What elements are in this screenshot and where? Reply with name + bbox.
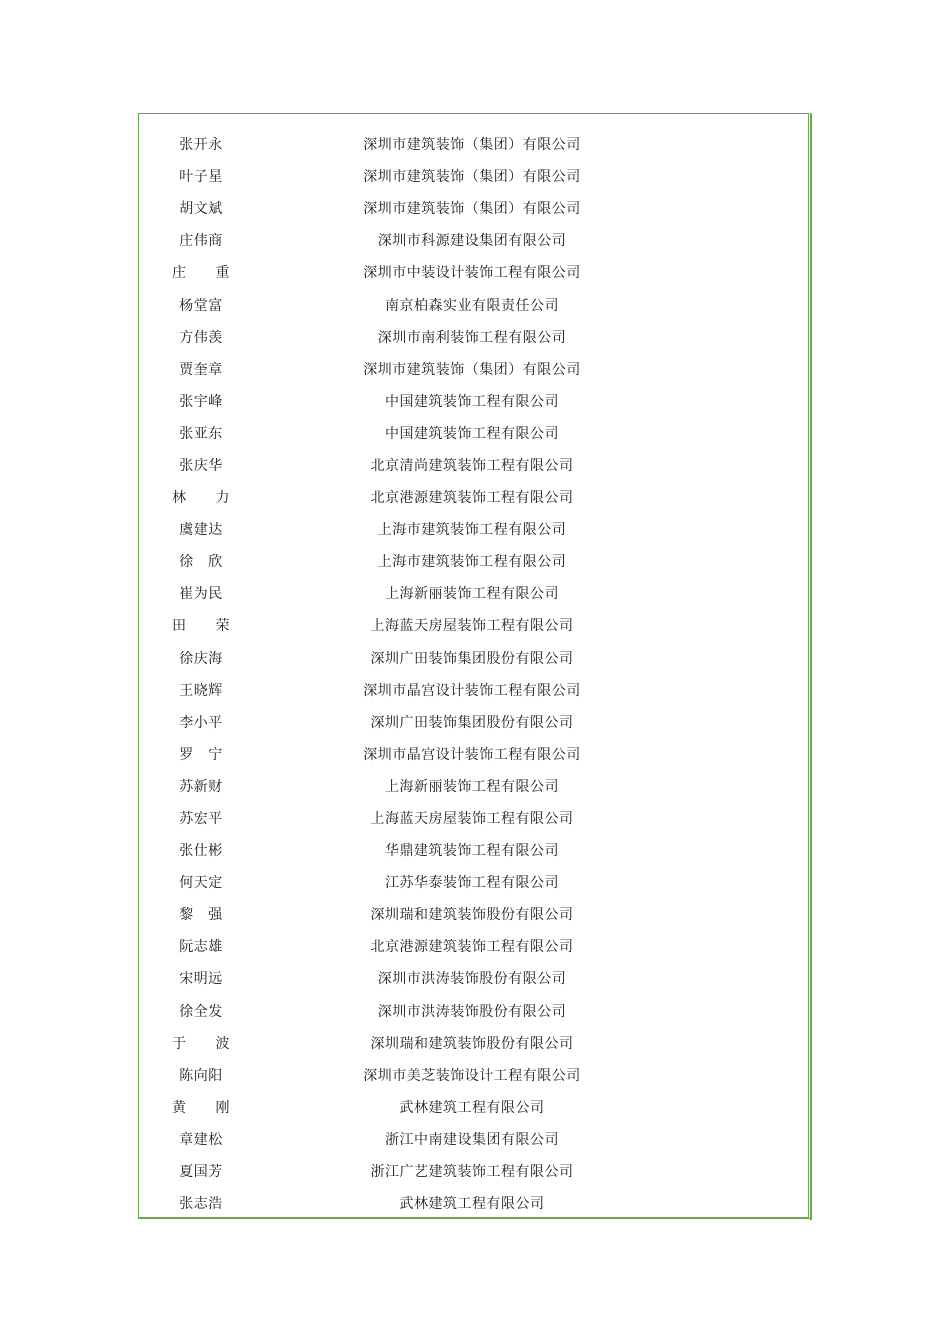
table-row — [140, 995, 808, 1027]
company-name: 深圳市科源建设集团有限公司 — [377, 233, 567, 250]
company-name: 深圳市洪涛装饰股份有限公司 — [377, 971, 567, 988]
table-row — [140, 738, 808, 770]
table-row — [140, 898, 808, 930]
company-name: 华鼎建筑装饰工程有限公司 — [385, 843, 559, 860]
table-row — [140, 128, 808, 160]
company-name: 上海蓝天房屋装饰工程有限公司 — [370, 618, 574, 635]
company-name: 深圳市美芝装饰设计工程有限公司 — [363, 1067, 581, 1084]
company-name: 深圳市晶宫设计装饰工程有限公司 — [363, 682, 581, 699]
member-name: 虞建达 — [179, 522, 223, 539]
member-name: 张庆华 — [179, 457, 223, 474]
table-row — [140, 353, 808, 385]
member-name: 宋明远 — [179, 971, 223, 988]
company-name: 深圳瑞和建筑装饰股份有限公司 — [370, 907, 574, 924]
table-row — [140, 417, 808, 449]
member-name: 夏国芳 — [179, 1164, 223, 1181]
member-name: 张宇峰 — [179, 393, 223, 410]
member-name: 张仕彬 — [179, 843, 223, 860]
member-name: 黄 刚 — [172, 1099, 230, 1116]
member-name: 叶子星 — [179, 169, 223, 186]
member-name: 徐全发 — [179, 1003, 223, 1020]
member-name: 林 力 — [172, 490, 230, 507]
member-name: 苏新财 — [179, 778, 223, 795]
table-row — [140, 1027, 808, 1059]
company-name: 深圳市南利装饰工程有限公司 — [377, 329, 567, 346]
table-row — [140, 288, 808, 320]
company-name: 北京清尚建筑装饰工程有限公司 — [370, 457, 574, 474]
table-row — [140, 930, 808, 962]
table-row — [140, 1059, 808, 1091]
company-name: 深圳市建筑装饰（集团）有限公司 — [363, 137, 581, 154]
frame-right-border — [810, 113, 812, 1220]
member-name: 庄 重 — [172, 265, 230, 282]
member-name: 李小平 — [179, 714, 223, 731]
company-name: 深圳市建筑装饰（集团）有限公司 — [363, 201, 581, 218]
company-name: 深圳广田装饰集团股份有限公司 — [370, 714, 574, 731]
table-row — [140, 834, 808, 866]
member-name: 庄伟商 — [179, 233, 223, 250]
company-name: 中国建筑装饰工程有限公司 — [385, 393, 559, 410]
table-row — [140, 192, 808, 224]
company-name: 上海市建筑装饰工程有限公司 — [377, 554, 567, 571]
member-name: 何天定 — [179, 875, 223, 892]
member-name: 杨堂富 — [179, 297, 223, 314]
company-name: 武林建筑工程有限公司 — [399, 1099, 545, 1116]
table-row — [140, 160, 808, 192]
member-name: 贾奎章 — [179, 361, 223, 378]
table-row — [140, 1155, 808, 1187]
company-name: 上海新丽装饰工程有限公司 — [385, 586, 559, 603]
company-name: 中国建筑装饰工程有限公司 — [385, 425, 559, 442]
company-name: 上海蓝天房屋装饰工程有限公司 — [370, 811, 574, 828]
company-name: 上海市建筑装饰工程有限公司 — [377, 522, 567, 539]
member-name: 阮志雄 — [179, 939, 223, 956]
table-row — [140, 1123, 808, 1155]
table-row — [140, 770, 808, 802]
member-name: 黎 强 — [179, 907, 223, 924]
company-name: 江苏华泰装饰工程有限公司 — [385, 875, 559, 892]
company-name: 深圳市洪涛装饰股份有限公司 — [377, 1003, 567, 1020]
table-row — [140, 256, 808, 288]
member-name: 崔为民 — [179, 586, 223, 603]
table-row — [140, 577, 808, 609]
table-row — [140, 609, 808, 641]
company-name: 浙江中南建设集团有限公司 — [385, 1131, 559, 1148]
member-name: 苏宏平 — [179, 811, 223, 828]
company-name: 上海新丽装饰工程有限公司 — [385, 778, 559, 795]
company-name: 深圳广田装饰集团股份有限公司 — [370, 650, 574, 667]
table-row — [140, 385, 808, 417]
member-name: 张志浩 — [179, 1196, 223, 1213]
table-row — [140, 513, 808, 545]
company-name: 浙江广艺建筑装饰工程有限公司 — [370, 1164, 574, 1181]
member-name: 张开永 — [179, 137, 223, 154]
company-name: 北京港源建筑装饰工程有限公司 — [370, 939, 574, 956]
company-name: 深圳市晶宫设计装饰工程有限公司 — [363, 746, 581, 763]
member-table — [140, 128, 808, 1219]
company-name: 武林建筑工程有限公司 — [399, 1196, 545, 1213]
table-row — [140, 674, 808, 706]
company-name: 深圳瑞和建筑装饰股份有限公司 — [370, 1035, 574, 1052]
member-name: 陈向阳 — [179, 1067, 223, 1084]
table-row — [140, 866, 808, 898]
table-row — [140, 321, 808, 353]
table-row — [140, 224, 808, 256]
member-name: 罗 宁 — [179, 746, 223, 763]
member-name: 张亚东 — [179, 425, 223, 442]
member-name: 胡文斌 — [179, 201, 223, 218]
table-row — [140, 1187, 808, 1219]
table-row — [140, 1091, 808, 1123]
table-row — [140, 481, 808, 513]
table-row — [140, 545, 808, 577]
table-row — [140, 449, 808, 481]
member-name: 章建松 — [179, 1131, 223, 1148]
member-name: 于 波 — [172, 1035, 230, 1052]
member-name: 王晓辉 — [179, 682, 223, 699]
company-name: 深圳市建筑装饰（集团）有限公司 — [363, 169, 581, 186]
table-row — [140, 962, 808, 994]
company-name: 深圳市中装设计装饰工程有限公司 — [363, 265, 581, 282]
member-name: 田 荣 — [172, 618, 230, 635]
member-name: 徐 欣 — [179, 554, 223, 571]
company-name: 深圳市建筑装饰（集团）有限公司 — [363, 361, 581, 378]
table-row — [140, 802, 808, 834]
company-name: 南京柏森实业有限责任公司 — [385, 297, 559, 314]
member-name: 徐庆海 — [179, 650, 223, 667]
member-name: 方伟羡 — [179, 329, 223, 346]
table-row — [140, 706, 808, 738]
table-row — [140, 642, 808, 674]
company-name: 北京港源建筑装饰工程有限公司 — [370, 490, 574, 507]
